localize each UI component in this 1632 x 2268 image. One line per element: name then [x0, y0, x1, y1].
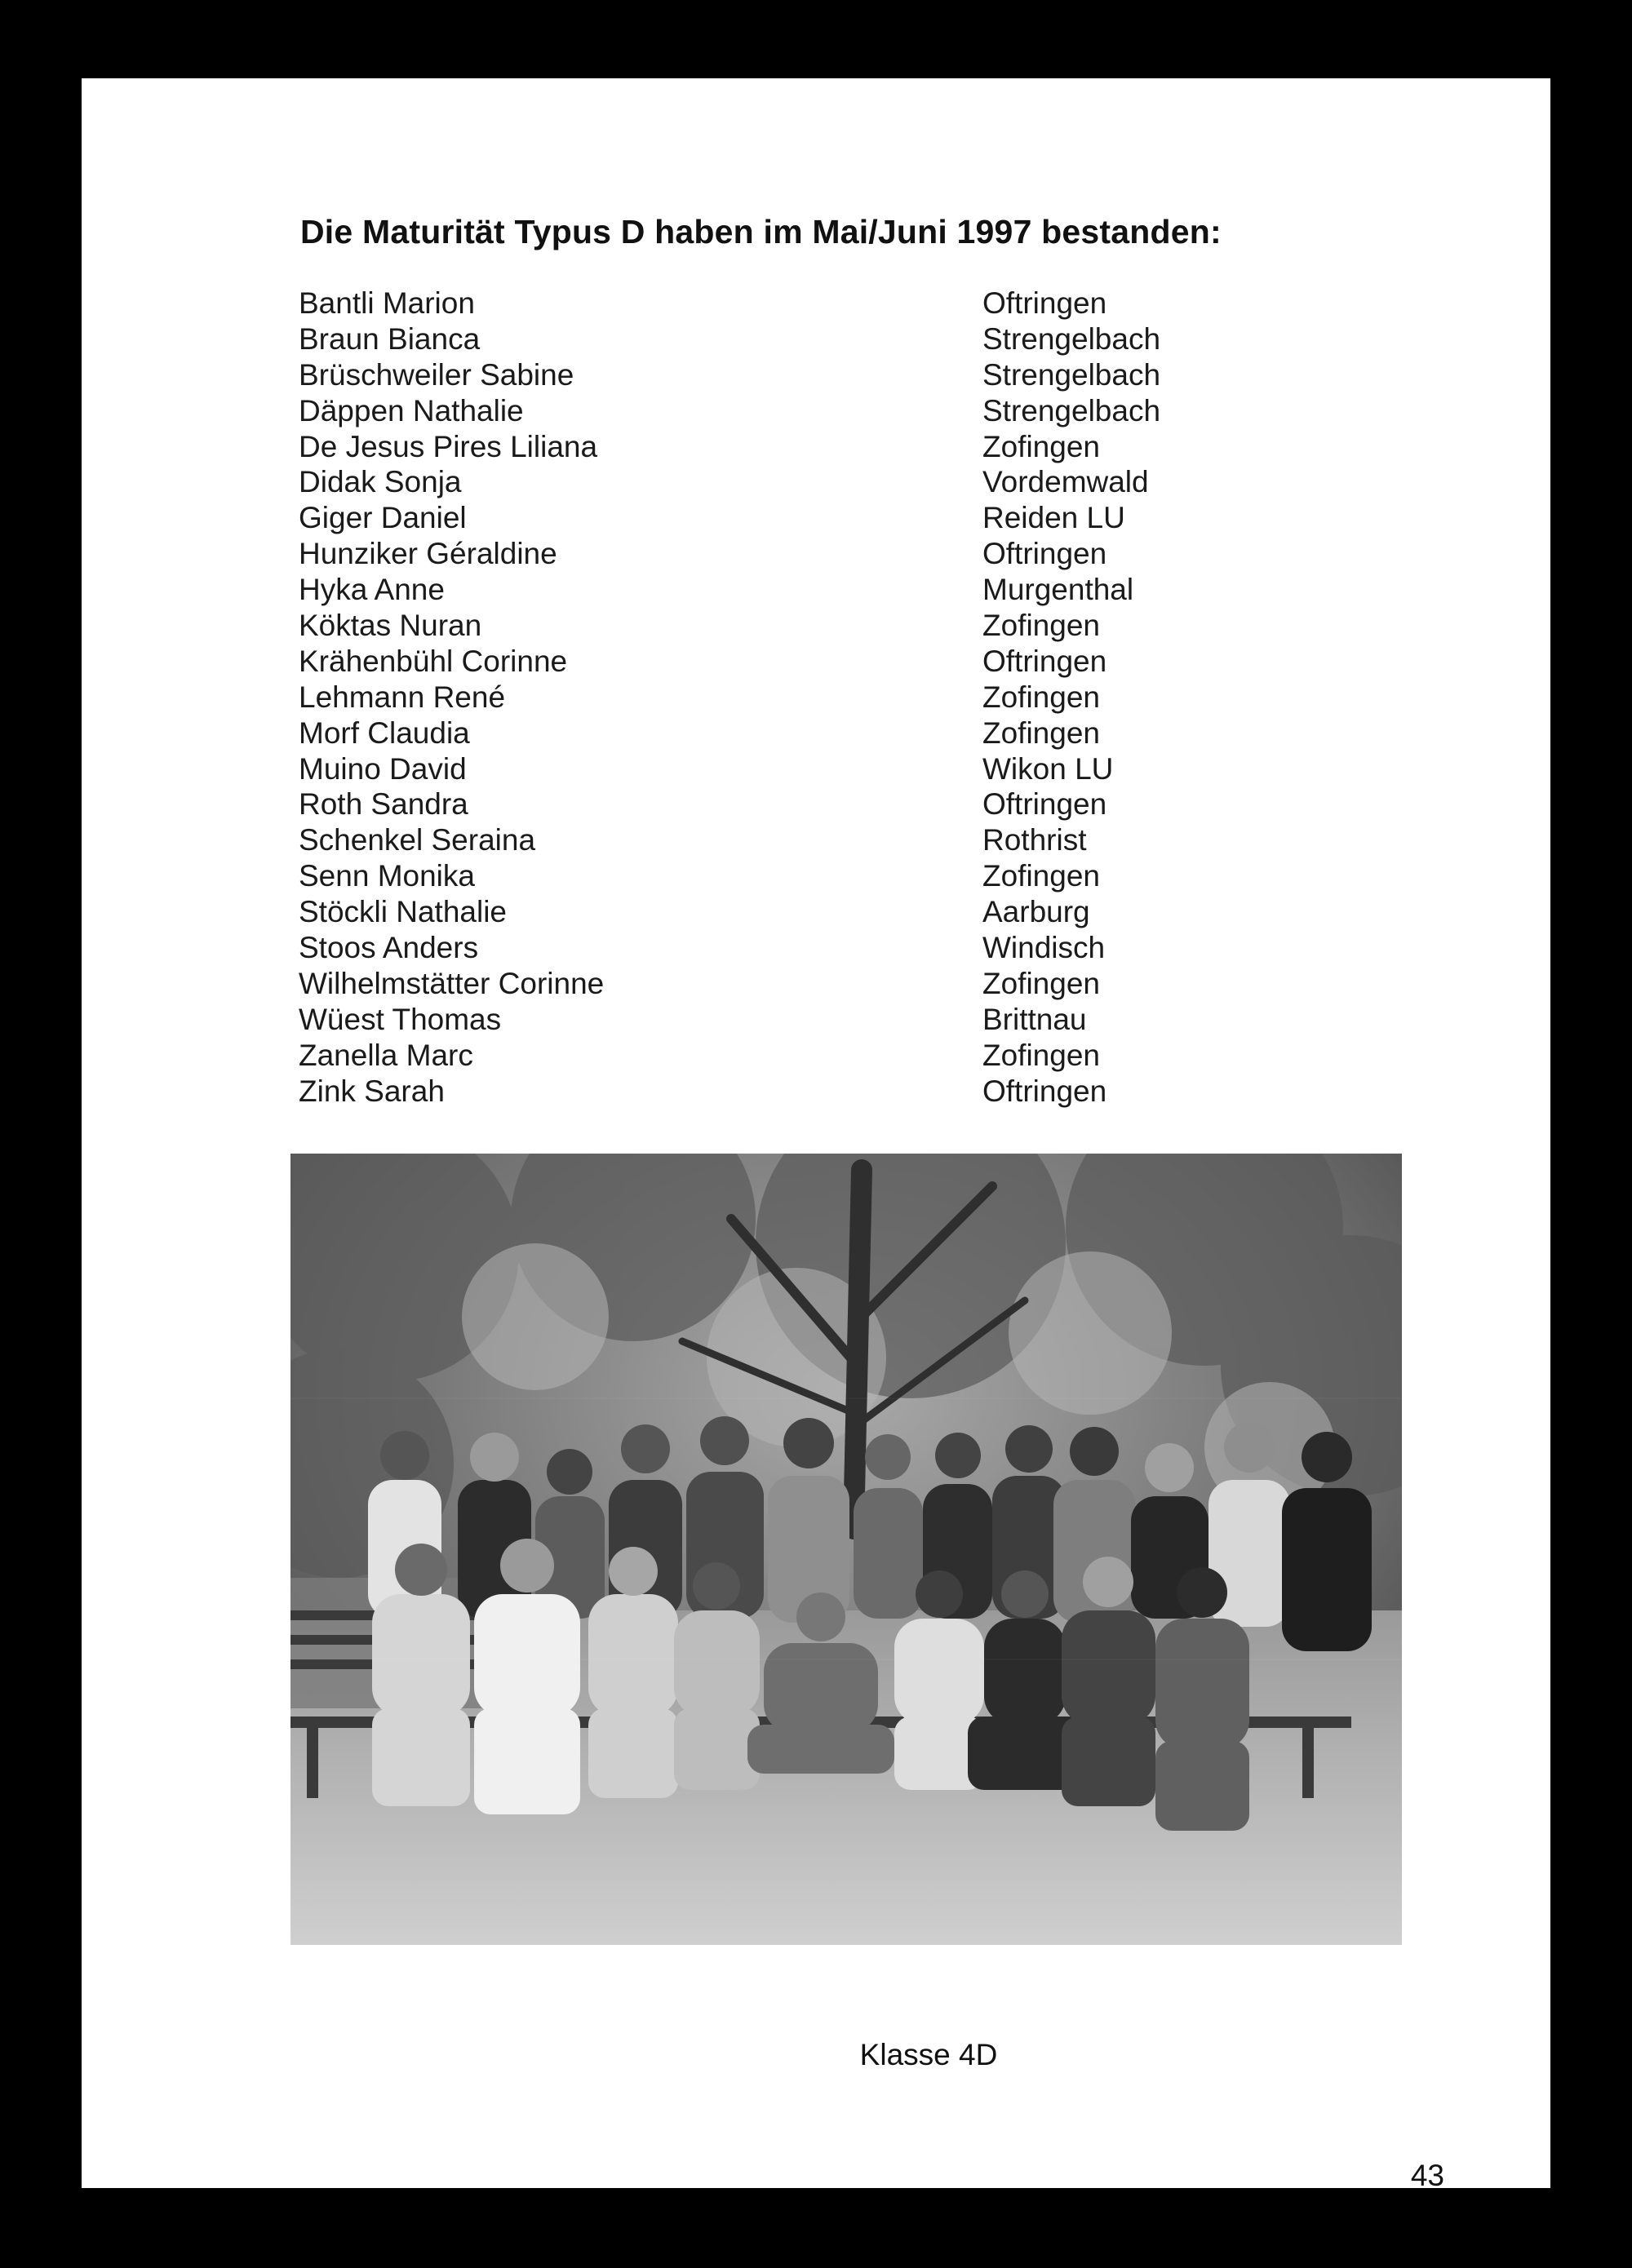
graduate-name: Wilhelmstätter Corinne: [299, 966, 605, 1000]
graduate-name: Didak Sonja: [299, 465, 462, 499]
graduate-name: Senn Monika: [299, 859, 475, 893]
graduate-place: Brittnau: [982, 1002, 1087, 1036]
graduate-name: Wüest Thomas: [299, 1002, 502, 1036]
graduate-place: Murgenthal: [982, 573, 1134, 607]
page-heading: Die Maturität Typus D haben im Mai/Juni 1997 bestanden:: [300, 213, 1222, 250]
graduate-place: Oftringen: [982, 787, 1107, 822]
graduate-name: Stoos Anders: [299, 931, 479, 965]
graduate-place: Oftringen: [982, 537, 1107, 571]
graduate-places-column: [982, 286, 1160, 1109]
graduate-place: Zofingen: [982, 859, 1100, 893]
photo-caption: Klasse 4D: [859, 2038, 998, 2071]
graduate-name: Stöckli Nathalie: [299, 895, 508, 929]
graduate-place: Oftringen: [982, 286, 1107, 320]
graduate-name: De Jesus Pires Liliana: [299, 429, 598, 463]
graduate-name: Muino David: [299, 751, 467, 786]
graduate-place: Oftringen: [982, 1074, 1107, 1108]
graduate-place: Windisch: [982, 931, 1106, 965]
graduate-name: Hyka Anne: [299, 573, 445, 607]
graduate-name: Brüschweiler Sabine: [299, 357, 574, 392]
graduate-name: Hunziker Géraldine: [299, 537, 557, 571]
graduate-name: Schenkel Seraina: [299, 823, 536, 857]
class-photo: [290, 1154, 1402, 1945]
graduate-place: Zofingen: [982, 680, 1100, 714]
graduate-place: Aarburg: [982, 895, 1090, 929]
graduate-place: Strengelbach: [982, 393, 1161, 427]
graduate-place: Strengelbach: [982, 321, 1161, 356]
graduate-place: Reiden LU: [982, 501, 1125, 535]
document-page: [82, 78, 1550, 2192]
graduate-name: Krähenbühl Corinne: [299, 644, 568, 678]
graduate-name: Morf Claudia: [299, 715, 470, 750]
graduate-place: Zofingen: [982, 966, 1100, 1000]
graduate-place: Zofingen: [982, 609, 1100, 643]
graduate-name: Braun Bianca: [299, 321, 481, 356]
graduate-name: Köktas Nuran: [299, 609, 482, 643]
graduate-name: Däppen Nathalie: [299, 393, 524, 427]
graduate-place: Wikon LU: [982, 751, 1114, 786]
graduate-name: Zink Sarah: [299, 1074, 445, 1108]
graduate-name: Giger Daniel: [299, 501, 467, 535]
graduate-name: Bantli Marion: [299, 286, 475, 320]
graduate-place: Zofingen: [982, 429, 1100, 463]
graduate-name: Roth Sandra: [299, 787, 468, 822]
graduate-place: Oftringen: [982, 644, 1107, 678]
graduate-place: Rothrist: [982, 823, 1087, 857]
graduate-name: Zanella Marc: [299, 1038, 473, 1072]
graduate-place: Strengelbach: [982, 357, 1161, 392]
graduate-place: Zofingen: [982, 1038, 1100, 1072]
graduate-name: Lehmann René: [299, 680, 506, 714]
graduate-place: Vordemwald: [982, 465, 1149, 499]
page-number: 43: [1410, 2159, 1444, 2192]
graduate-names-column: [299, 286, 604, 1109]
graduate-place: Zofingen: [982, 715, 1100, 750]
